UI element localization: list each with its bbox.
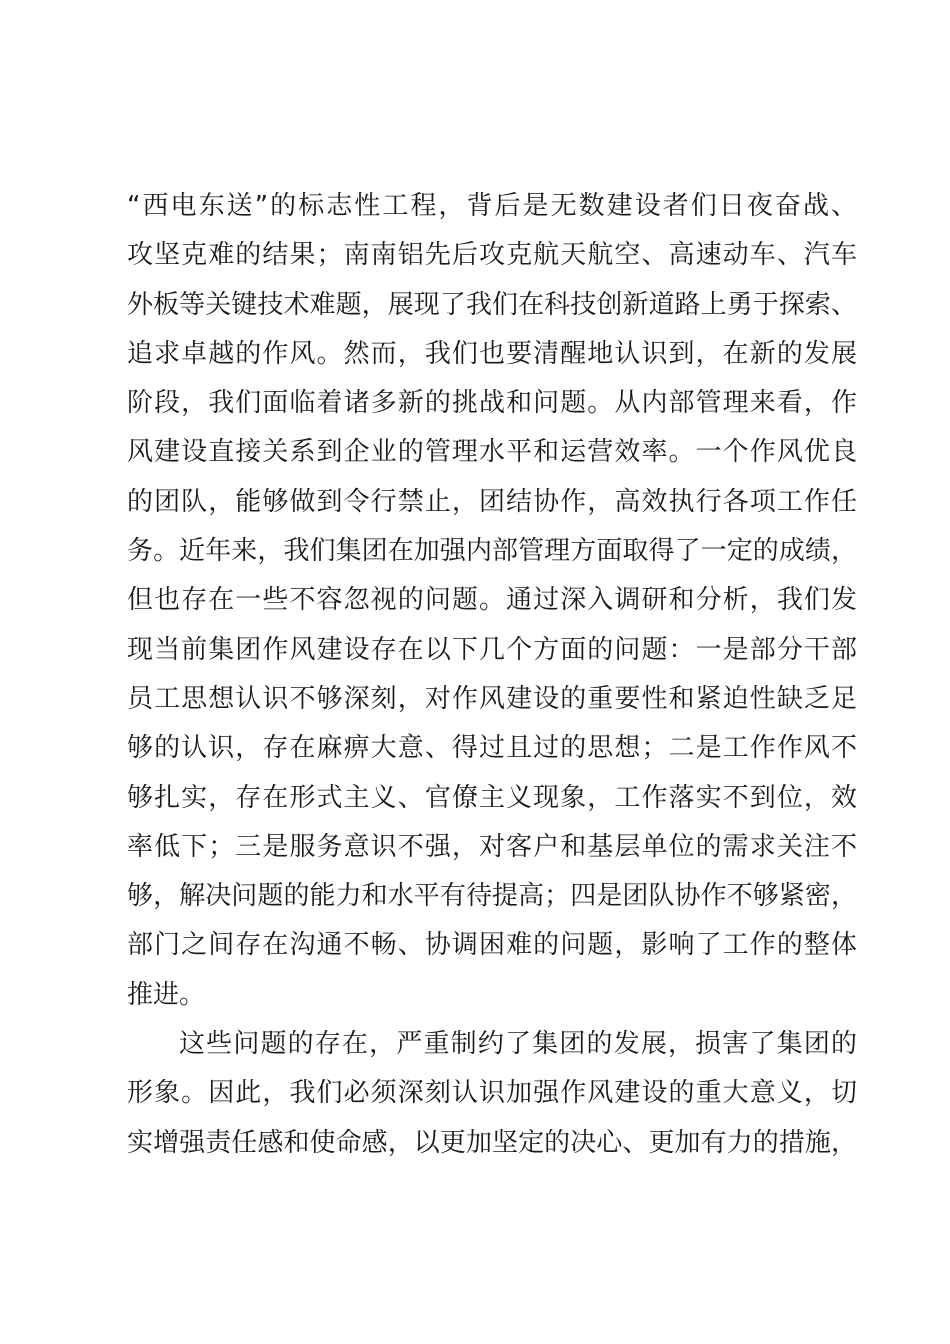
- text-line: 务。近年来，我们集团在加强内部管理方面取得了一定的成绩，: [127, 536, 857, 567]
- text-line: 外板等关键技术难题，展现了我们在科技创新道路上勇于探索、: [127, 289, 857, 320]
- text-line: 实增强责任感和使命感，以更加坚定的决心、更加有力的措施，: [127, 1127, 857, 1158]
- text-line: 员工思想认识不够深刻，对作风建设的重要性和紧迫性缺乏足: [127, 683, 857, 714]
- text-line: 的团队，能够做到令行禁止，团结协作，高效执行各项工作任: [127, 486, 857, 517]
- text-line: 够的认识，存在麻痹大意、得过且过的思想；二是工作作风不: [127, 733, 857, 764]
- paragraph: [127, 182, 857, 1020]
- text-line: “西电东送”的标志性工程，背后是无数建设者们日夜奋战、: [127, 191, 857, 221]
- text-line: 够，解决问题的能力和水平有待提高；四是团队协作不够紧密，: [127, 881, 857, 912]
- text-line: 攻坚克难的结果；南南铝先后攻克航天航空、高速动车、汽车: [127, 240, 857, 271]
- text-line: 够扎实，存在形式主义、官僚主义现象，工作落实不到位，效: [127, 782, 857, 813]
- text-line: 但也存在一些不容忽视的问题。通过深入调研和分析，我们发: [127, 585, 857, 616]
- text-line: 这些问题的存在，严重制约了集团的发展，损害了集团的: [179, 1029, 857, 1060]
- document-body: [127, 182, 857, 1168]
- text-line: 追求卓越的作风。然而，我们也要清醒地认识到，在新的发展: [127, 338, 857, 369]
- text-line: 推进。: [127, 979, 206, 1010]
- text-line: 阶段，我们面临着诸多新的挑战和问题。从内部管理来看，作: [127, 388, 857, 419]
- text-line: 现当前集团作风建设存在以下几个方面的问题：一是部分干部: [127, 634, 857, 665]
- text-line: 部门之间存在沟通不畅、协调困难的问题，影响了工作的整体: [127, 930, 857, 961]
- paragraph: [127, 1020, 857, 1168]
- text-line: 形象。因此，我们必须深刻认识加强作风建设的重大意义，切: [127, 1078, 857, 1109]
- text-line: 率低下；三是服务意识不强，对客户和基层单位的需求关注不: [127, 831, 857, 862]
- text-line: 风建设直接关系到企业的管理水平和运营效率。一个作风优良: [127, 437, 857, 468]
